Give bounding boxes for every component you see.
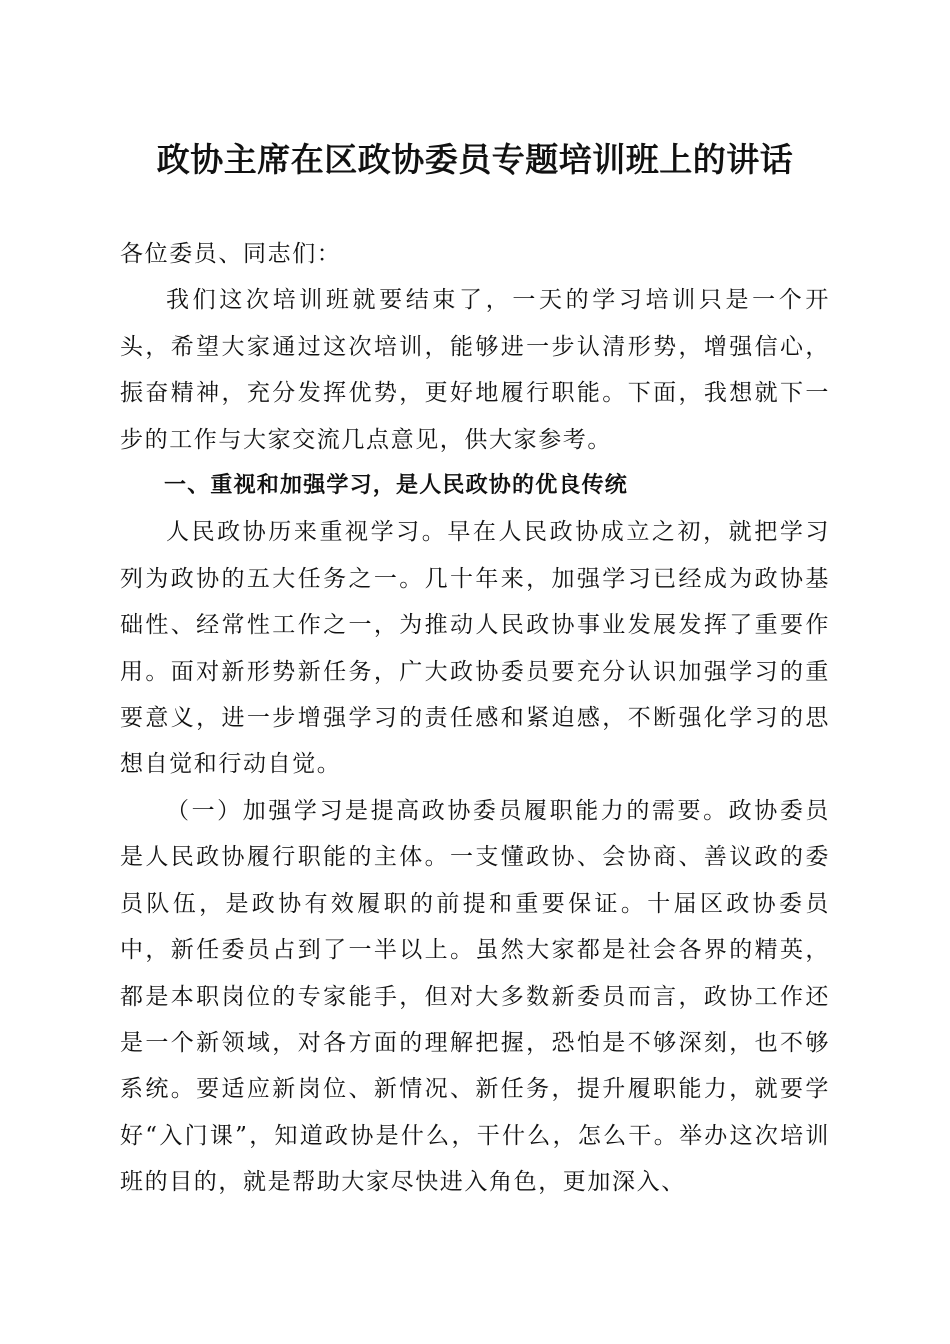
- salutation: 各位委员、同志们：: [120, 241, 342, 267]
- subsection-1-lead: （一）加强学习是提高政协委员履职能力的需要。: [166, 797, 729, 824]
- subsection-1-paragraph: [120, 788, 830, 1206]
- document-body: [120, 231, 830, 1206]
- subsection-1-text: 政协委员是人民政协履行职能的主体。一支懂政协、会协商、善议政的委员队伍，是政协有效履职的前提和重要保证。十届区政协委员中，新任委员占到了一半以上。虽然大家都是社会各界的精英，都是本职岗位的专家能手，但对大多数新委员而言，政协工作还是一个新领域，对各方面的理解把握，恐怕是不够深刻，也不够系统。要适应新岗位、新情况、新任务，提升履职能力，就要学好“入门课”，知道政协是什么，干什么，怎么干。举办这次培训班的目的，就是帮助大家尽快进入角色，更加深入、: [120, 797, 830, 1196]
- intro-paragraph: 我们这次培训班就要结束了，一天的学习培训只是一个开头，希望大家通过这次培训，能够进一步认清形势，增强信心，振奋精神，充分发挥优势，更好地履行职能。下面，我想就下一步的工作与大家交流几点意见，供大家参考。: [120, 287, 830, 453]
- section-1-paragraph: 人民政协历来重视学习。早在人民政协成立之初，就把学习列为政协的五大任务之一。几十年来，加强学习已经成为政协基础性、经常性工作之一，为推动人民政协事业发展发挥了重要作用。面对新形势新任务，广大政协委员要充分认识加强学习的重要意义，进一步增强学习的责任感和紧迫感，不断强化学习的思想自觉和行动自觉。: [120, 519, 830, 778]
- section-heading-1: 一、重视和加强学习，是人民政协的优良传统: [164, 473, 629, 499]
- document-title: 政协主席在区政协委员专题培训班上的讲话: [156, 140, 794, 179]
